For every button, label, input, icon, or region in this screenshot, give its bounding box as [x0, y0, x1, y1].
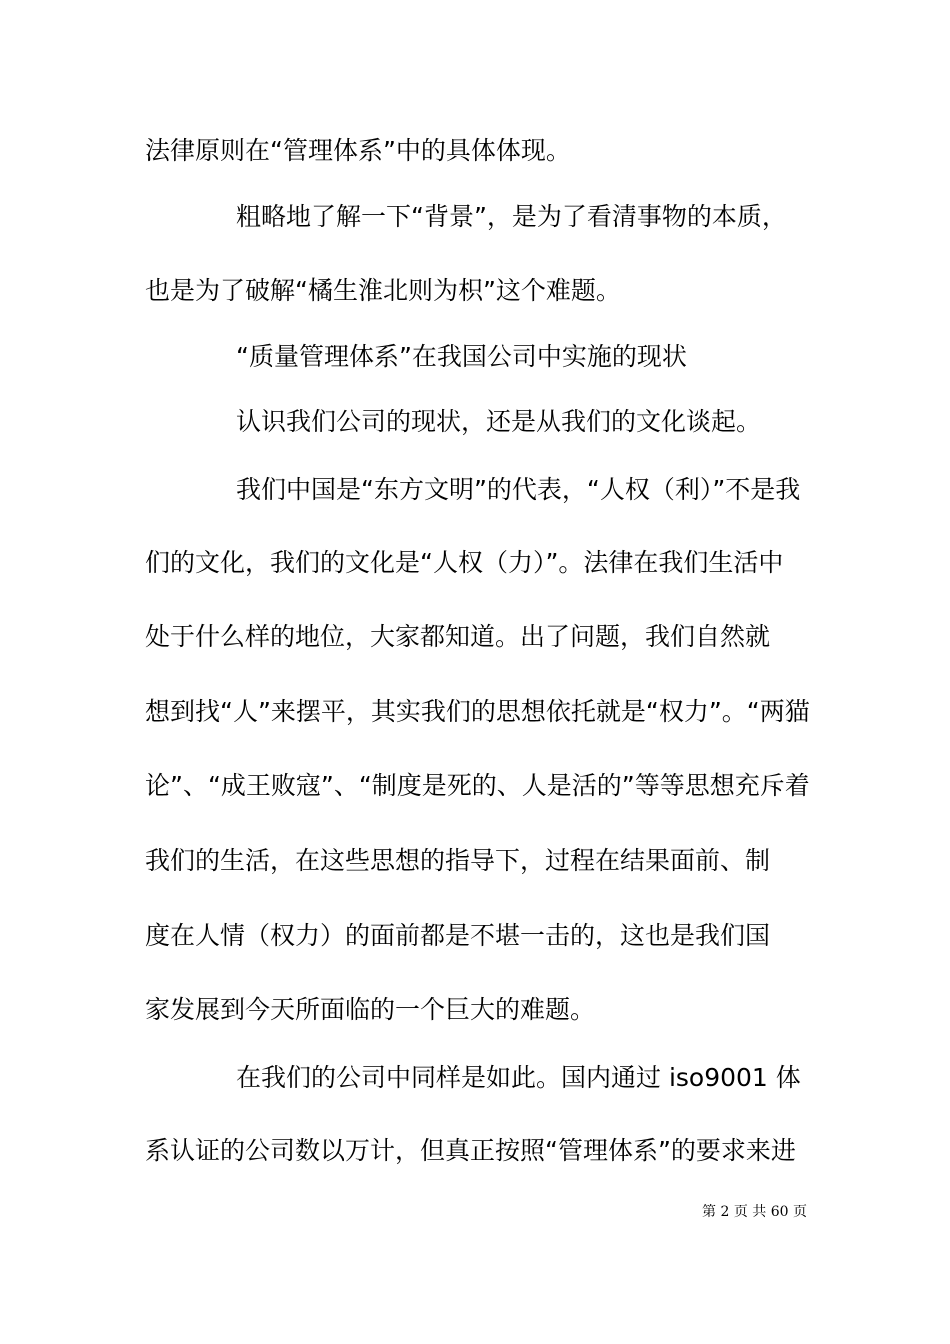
paragraph-line-13: 家发展到今天所面临的一个巨大的难题。	[145, 995, 596, 1024]
page-number-footer: 第 2 页 共 60 页	[702, 1204, 807, 1220]
paragraph-line-5: 认识我们公司的现状，还是从我们的文化谈起。	[236, 407, 762, 436]
paragraph-line-3: 也是为了破解“橘生淮北则为枳”这个难题。	[145, 276, 621, 305]
paragraph-line-7: 们的文化，我们的文化是“人权（力）”。法律在我们生活中	[145, 548, 784, 577]
paragraph-line-14: 在我们的公司中同样是如此。国内通过 iso9001 体	[236, 1063, 801, 1092]
paragraph-line-15: 系认证的公司数以万计，但真正按照“管理体系”的要求来进	[145, 1136, 796, 1165]
paragraph-line-11: 我们的生活，在这些思想的指导下，过程在结果面前、制	[145, 846, 771, 875]
section-heading: “质量管理体系”在我国公司中实施的现状	[236, 342, 687, 371]
paragraph-line-6: 我们中国是“东方文明”的代表，“人权（利）”不是我	[236, 475, 801, 504]
paragraph-line-8: 处于什么样的地位，大家都知道。出了问题，我们自然就	[145, 622, 771, 651]
paragraph-line-10: 论”、“成王败寇”、“制度是死的、人是活的”等等思想充斥着	[145, 771, 810, 800]
paragraph-line-12: 度在人情（权力）的面前都是不堪一击的，这也是我们国	[145, 921, 771, 950]
paragraph-line-9: 想到找“人”来摆平，其实我们的思想依托就是“权力”。“两猫	[145, 697, 810, 726]
paragraph-line-1: 法律原则在“管理体系”中的具体体现。	[145, 136, 571, 165]
paragraph-line-2: 粗略地了解一下“背景”，是为了看清事物的本质，	[236, 202, 787, 231]
